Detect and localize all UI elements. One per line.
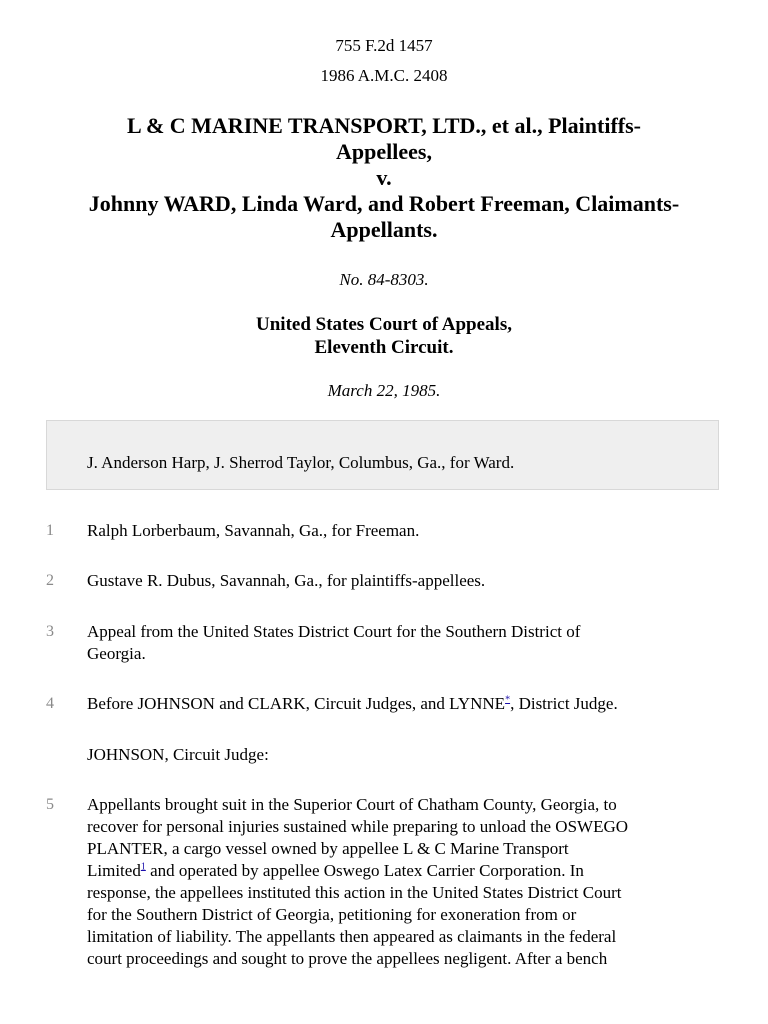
- paragraph-segment: and operated by appellee Oswego Latex Carrier Corporation. In: [145, 861, 584, 880]
- footnote-link-star[interactable]: *: [505, 694, 511, 706]
- attorney-box: [46, 420, 719, 490]
- paragraph-line: [87, 860, 727, 882]
- docket-number: No. 84-8303.: [339, 270, 429, 289]
- citation-reporter: 755 F.2d 1457: [335, 36, 433, 55]
- paragraph-line: for the Southern District of Georgia, petitioning for exoneration from or: [87, 905, 577, 924]
- paragraph-line: Georgia.: [87, 644, 146, 663]
- court-name-line: United States Court of Appeals,: [256, 314, 512, 335]
- paragraph-number: 1: [46, 522, 54, 539]
- paragraph-line: court proceedings and sought to prove the appellees negligent. After a bench: [87, 949, 608, 968]
- case-title-line: Johnny WARD, Linda Ward, and Robert Freeman, Claimants-: [88, 191, 680, 216]
- court-name-line: Eleventh Circuit.: [314, 337, 454, 358]
- paragraph-line: limitation of liability. The appellants then appeared as claimants in the federal: [87, 927, 617, 946]
- paragraph-line: Appeal from the United States District Court for the Southern District of: [87, 622, 581, 641]
- court-name: [0, 313, 768, 359]
- decision-date: March 22, 1985.: [327, 381, 441, 400]
- attorney-text: J. Anderson Harp, J. Sherrod Taylor, Columbus, Ga., for Ward.: [87, 453, 515, 472]
- paragraph-text: [87, 794, 727, 970]
- paragraph-number: 2: [46, 572, 54, 589]
- paragraph-number: 5: [46, 796, 54, 813]
- paragraph-segment: Before JOHNSON and CLARK, Circuit Judges, and LYNNE: [87, 694, 506, 713]
- case-title-line: Appellees,: [336, 139, 432, 164]
- paragraph-line: response, the appellees instituted this action in the United States District Court: [87, 883, 622, 902]
- paragraph-number: 4: [46, 695, 54, 712]
- footnote-link-1[interactable]: 1: [140, 861, 146, 873]
- case-title-versus: v.: [376, 165, 392, 190]
- paragraph-line: PLANTER, a cargo vessel owned by appellee L & C Marine Transport: [87, 839, 569, 858]
- judge-author-line: JOHNSON, Circuit Judge:: [87, 745, 269, 764]
- case-title-line: L & C MARINE TRANSPORT, LTD., et al., Plaintiffs-: [126, 113, 641, 138]
- paragraph-number: 3: [46, 623, 54, 640]
- paragraph-text: Gustave R. Dubus, Savannah, Ga., for plaintiffs-appellees.: [87, 571, 486, 590]
- citation-amc: 1986 A.M.C. 2408: [320, 66, 448, 85]
- paragraph-segment: Limited: [87, 861, 141, 880]
- paragraph-line: Appellants brought suit in the Superior Court of Chatham County, Georgia, to: [87, 795, 617, 814]
- paragraph-text: Ralph Lorberbaum, Savannah, Ga., for Freeman.: [87, 521, 420, 540]
- paragraph-line: recover for personal injuries sustained while preparing to unload the OSWEGO: [87, 817, 629, 836]
- case-title: [30, 113, 738, 243]
- paragraph-text: [87, 621, 727, 665]
- paragraph-segment: , District Judge.: [510, 694, 618, 713]
- case-title-line: Appellants.: [330, 217, 438, 242]
- paragraph-text: [87, 693, 727, 715]
